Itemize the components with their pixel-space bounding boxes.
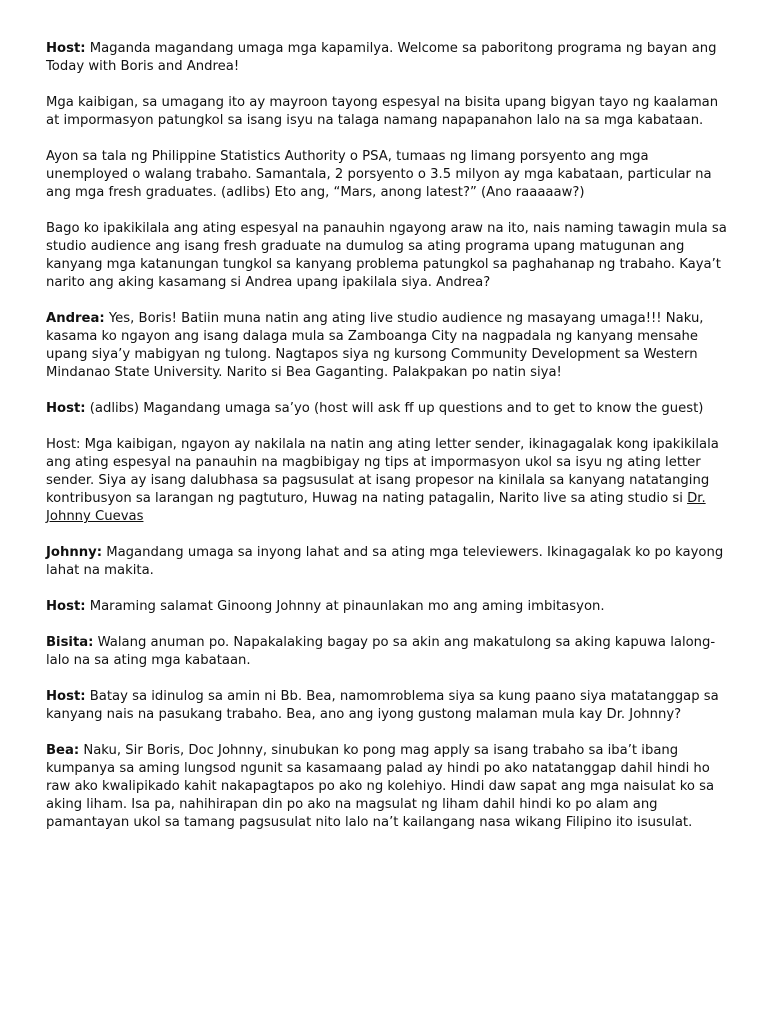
- paragraph-host-thanks: [46, 598, 728, 616]
- paragraph-text: Host: Mga kaibigan, ngayon ay nakilala na natin ang ating letter sender, ikinagagalak kong ipakikilala ang ating espesyal na panauhin na magbibigay ng tips at impormasyon ukol sa isyu ng ating letter sender. Siya ay isang dalubhasa sa pagsusulat at isang propesor na kinilala sa kanyang natatanging kontribusyon sa larangan ng pagtuturo, Huwag na nating patagalin, Narito live sa ating studio si: [46, 437, 719, 506]
- paragraph-text: (adlibs) Magandang umaga sa’yo (host will ask ff up questions and to get to know the guest): [85, 401, 704, 416]
- speaker-label: Bea:: [46, 743, 80, 758]
- paragraph-text: Mga kaibigan, sa umagang ito ay mayroon tayong espesyal na bisita upang bigyan tayo ng kaalaman at impormasyon patungkol sa isang isyu na talaga namang napapanahon lalo na sa mga kabataan.: [46, 95, 719, 128]
- paragraph-text: Maraming salamat Ginoong Johnny at pinaunlakan mo ang aming imbitasyon.: [85, 599, 605, 614]
- paragraph-intro: [46, 94, 728, 130]
- paragraph-host-welcome: [46, 40, 728, 76]
- speaker-label: Host:: [46, 401, 86, 416]
- paragraph-text: Maganda magandang umaga mga kapamilya. Welcome sa paboritong programa ng bayan ang Today with Boris and Andrea!: [46, 41, 717, 74]
- paragraph-text: Magandang umaga sa inyong lahat and sa ating mga televiewers. Ikinagagalak ko po kayong lahat na makita.: [46, 545, 724, 578]
- paragraph-host-adlibs: [46, 400, 728, 418]
- paragraph-text: Walang anuman po. Napakalaking bagay po sa akin ang makatulong sa aking kapuwa lalong- lalo na sa ating mga kabataan.: [46, 635, 716, 668]
- paragraph-andrea: [46, 310, 728, 382]
- paragraph-host-introduce-guest: [46, 436, 728, 526]
- speaker-label: Bisita:: [46, 635, 94, 650]
- paragraph-host-question: [46, 688, 728, 724]
- paragraph-before-guest: [46, 220, 728, 292]
- paragraph-bea: [46, 742, 728, 832]
- paragraph-psa: [46, 148, 728, 202]
- guest-name-link[interactable]: Dr. Johnny Cuevas: [46, 491, 706, 524]
- speaker-label: Host:: [46, 599, 86, 614]
- speaker-label: Andrea:: [46, 311, 105, 326]
- paragraph-text: Yes, Boris! Batiin muna natin ang ating live studio audience ng masayang umaga!!! Naku, kasama ko ngayon ang isang dalaga mula sa Zamboanga City na nagpadala ng kanyang mensahe upang siya’y mabigyan ng tulong. Nagtapos siya ng kursong Community Development sa Western Mindanao State University. Narito si Bea Gaganting. Palakpakan po natin siya!: [46, 311, 704, 380]
- paragraph-text: Bago ko ipakikilala ang ating espesyal na panauhin ngayong araw na ito, nais naming tawagin mula sa studio audience ang isang fresh graduate na dumulog sa ating programa upang matugunan ang kanyang mga katanungan tungkol sa kanyang problema patungkol sa paghahanap ng trabaho. Kaya’t narito ang aking kasamang si Andrea upang ipakilala siya. Andrea?: [46, 221, 727, 290]
- speaker-label: Johnny:: [46, 545, 103, 560]
- paragraph-johnny: [46, 544, 728, 580]
- paragraph-text: Ayon sa tala ng Philippine Statistics Authority o PSA, tumaas ng limang porsyento ang mga unemployed o walang trabaho. Samantala, 2 porsyento o 3.5 milyon ay mga kabataan, particular na ang mga fresh graduates. (adlibs) Eto ang, “Mars, anong latest?” (Ano raaaaaw?): [46, 149, 712, 200]
- paragraph-text: Batay sa idinulog sa amin ni Bb. Bea, namomroblema siya sa kung paano siya matatanggap sa kanyang nais na pasukang trabaho. Bea, ano ang iyong gustong malaman mula kay Dr. Johnny?: [46, 689, 719, 722]
- paragraph-bisita: [46, 634, 728, 670]
- speaker-label: Host:: [46, 689, 86, 704]
- speaker-label: Host:: [46, 41, 86, 56]
- paragraph-text: Naku, Sir Boris, Doc Johnny, sinubukan ko pong mag apply sa isang trabaho sa iba’t ibang kumpanya sa aming lungsod ngunit sa kasamaang palad ay hindi po ako natatanggap dahil hindi ho raw ako kwalipikado kahit nakapagtapos po ako ng kolehiyo. Hindi daw sapat ang mga naisulat ko sa aking liham. Isa pa, nahihirapan din po ako na magsulat ng liham dahil hindi ko po alam ang pamantayan ukol sa tamang pagsusulat nito lalo na’t kailangang nasa wikang Filipino ito isusulat.: [46, 743, 715, 830]
